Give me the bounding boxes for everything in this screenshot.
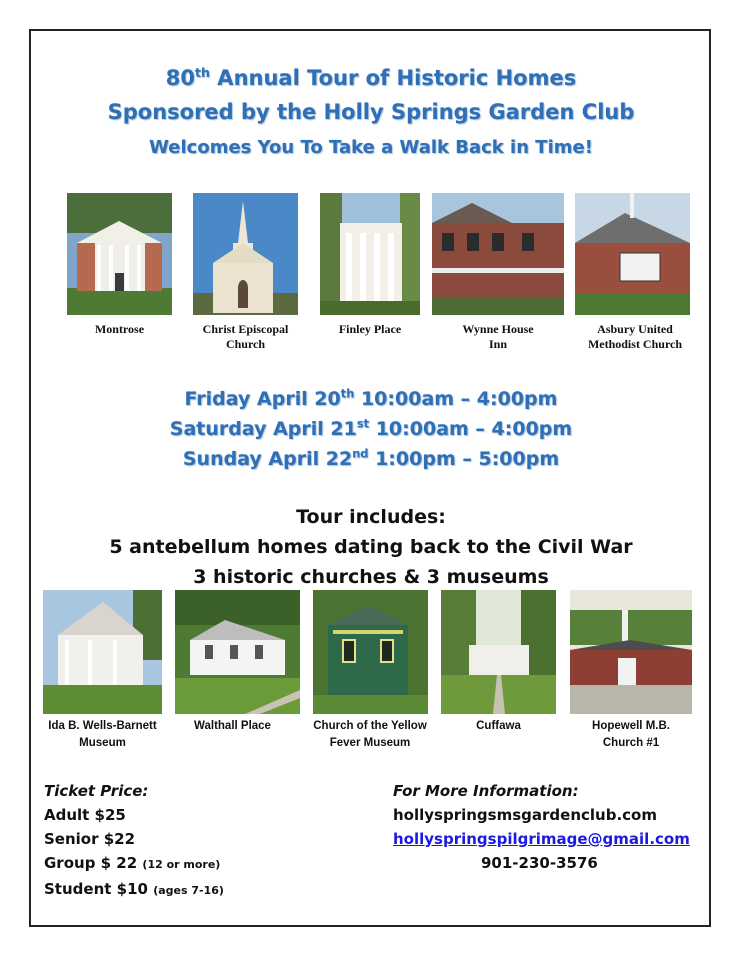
- caption-wynne-house: Wynne House Inn: [462, 322, 534, 351]
- caption-finley-place: Finley Place: [338, 322, 402, 336]
- phone-number: 901-230-3576: [481, 854, 598, 872]
- welcome-line: Welcomes You To Take a Walk Back in Time!: [149, 137, 593, 158]
- caption-walthall: Walthall Place: [194, 720, 271, 732]
- photo-montrose: [67, 193, 172, 315]
- more-info-heading: For More Information:: [393, 782, 579, 800]
- photo-christ-episcopal: [193, 193, 298, 315]
- photo-hopewell-church: [570, 590, 692, 714]
- includes-homes: 5 antebellum homes dating back to the Civil War: [109, 536, 633, 558]
- caption-christ-episcopal: Christ Episcopal Church: [202, 322, 289, 351]
- price-student: Student $10 (ages 7-16): [44, 880, 224, 898]
- price-group: Group $ 22 (12 or more): [44, 854, 221, 872]
- poster-title: 80th Annual Tour of Historic Homes: [165, 65, 577, 90]
- photo-wells-barnett-museum: [43, 590, 162, 714]
- caption-wells-barnett: Ida B. Wells-Barnett Museum: [48, 720, 157, 749]
- photo-finley-place: [320, 193, 420, 315]
- includes-churches-museums: 3 historic churches & 3 museums: [193, 566, 549, 588]
- date-sunday: Sunday April 22nd 1:00pm – 5:00pm: [182, 446, 560, 470]
- photo-asbury-united: [575, 193, 690, 315]
- includes-heading: Tour includes:: [296, 506, 446, 528]
- photo-wynne-house: [432, 193, 564, 315]
- date-saturday: Saturday April 21st 10:00am – 4:00pm: [169, 416, 573, 440]
- caption-cuffawa: Cuffawa: [476, 720, 521, 732]
- caption-hopewell: Hopewell M.B. Church #1: [592, 720, 670, 749]
- more-info-block: [393, 779, 690, 875]
- photo-walthall-place: [175, 590, 300, 714]
- ticket-price-block: [44, 779, 224, 903]
- price-adult: Adult $25: [44, 806, 126, 824]
- email-link[interactable]: hollyspringspilgrimage@gmail.com: [393, 830, 690, 848]
- caption-asbury-united: Asbury United Methodist Church: [587, 322, 683, 351]
- ticket-price-heading: Ticket Price:: [44, 782, 149, 800]
- price-senior: Senior $22: [44, 830, 136, 848]
- photo-cuffawa: [441, 590, 556, 714]
- caption-yellow-fever: Church of the Yellow Fever Museum: [313, 720, 427, 749]
- photo-yellow-fever-museum: [313, 590, 428, 714]
- website-text: hollyspringsmsgardenclub.com: [393, 806, 657, 824]
- caption-montrose: Montrose: [94, 322, 145, 336]
- date-friday: Friday April 20th 10:00am – 4:00pm: [184, 386, 558, 410]
- sponsor-line: Sponsored by the Holly Springs Garden Club: [107, 100, 635, 124]
